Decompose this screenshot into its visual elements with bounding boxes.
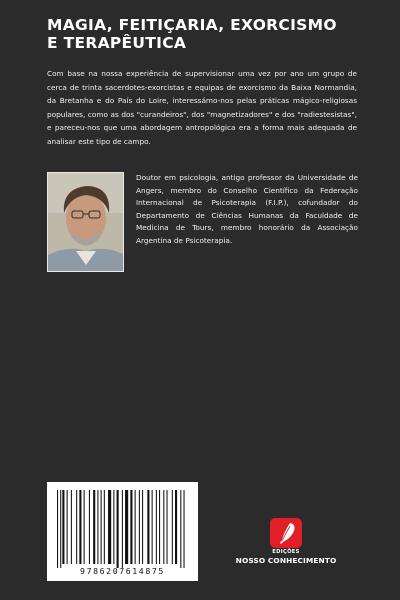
author-bio: Doutor em psicologia, antigo professor da Universidade de Angers, membro do Conselho Científico da Federação Internacional de Psicoterapia (F.I.P.), cofundador do Departamento de Ciências Humanas da Faculdade de Medicina de Tours, membro honorário da Associação Argentina de Psicoterapia. <box>136 173 358 245</box>
book-title-line-1: MAGIA, FEITIÇARIA, EXORCISMO <box>47 16 337 34</box>
publisher-line-1: EDIÇÕES <box>272 549 300 555</box>
book-title <box>47 16 367 52</box>
publisher-logo-mark <box>270 518 302 548</box>
publisher-logo <box>232 518 344 570</box>
book-blurb: Com base na nossa experiência de supervisionar uma vez por ano um grupo de cerca de trinta sacerdotes-exorcistas e equipas de exorcismo da Baixa Normandia, da Bretanha e do País do Loire, interessámo-nos pelas práticas mágico-religiosas populares, como as dos "curandeiros", dos "magnetizadores" e dos "radiestesistas", e pareceu-nos que uma abordagem antropológica era a forma mais adequada de analisar este tipo de campo. <box>47 69 357 146</box>
isbn-number: 9786207614875 <box>80 566 165 576</box>
book-title-line-2: E TERAPÊUTICA <box>47 34 187 52</box>
quill-icon <box>270 518 302 548</box>
publisher-line-2: NOSSO CONHECIMENTO <box>235 556 337 565</box>
author-photo <box>47 172 124 272</box>
isbn-barcode <box>47 482 198 581</box>
